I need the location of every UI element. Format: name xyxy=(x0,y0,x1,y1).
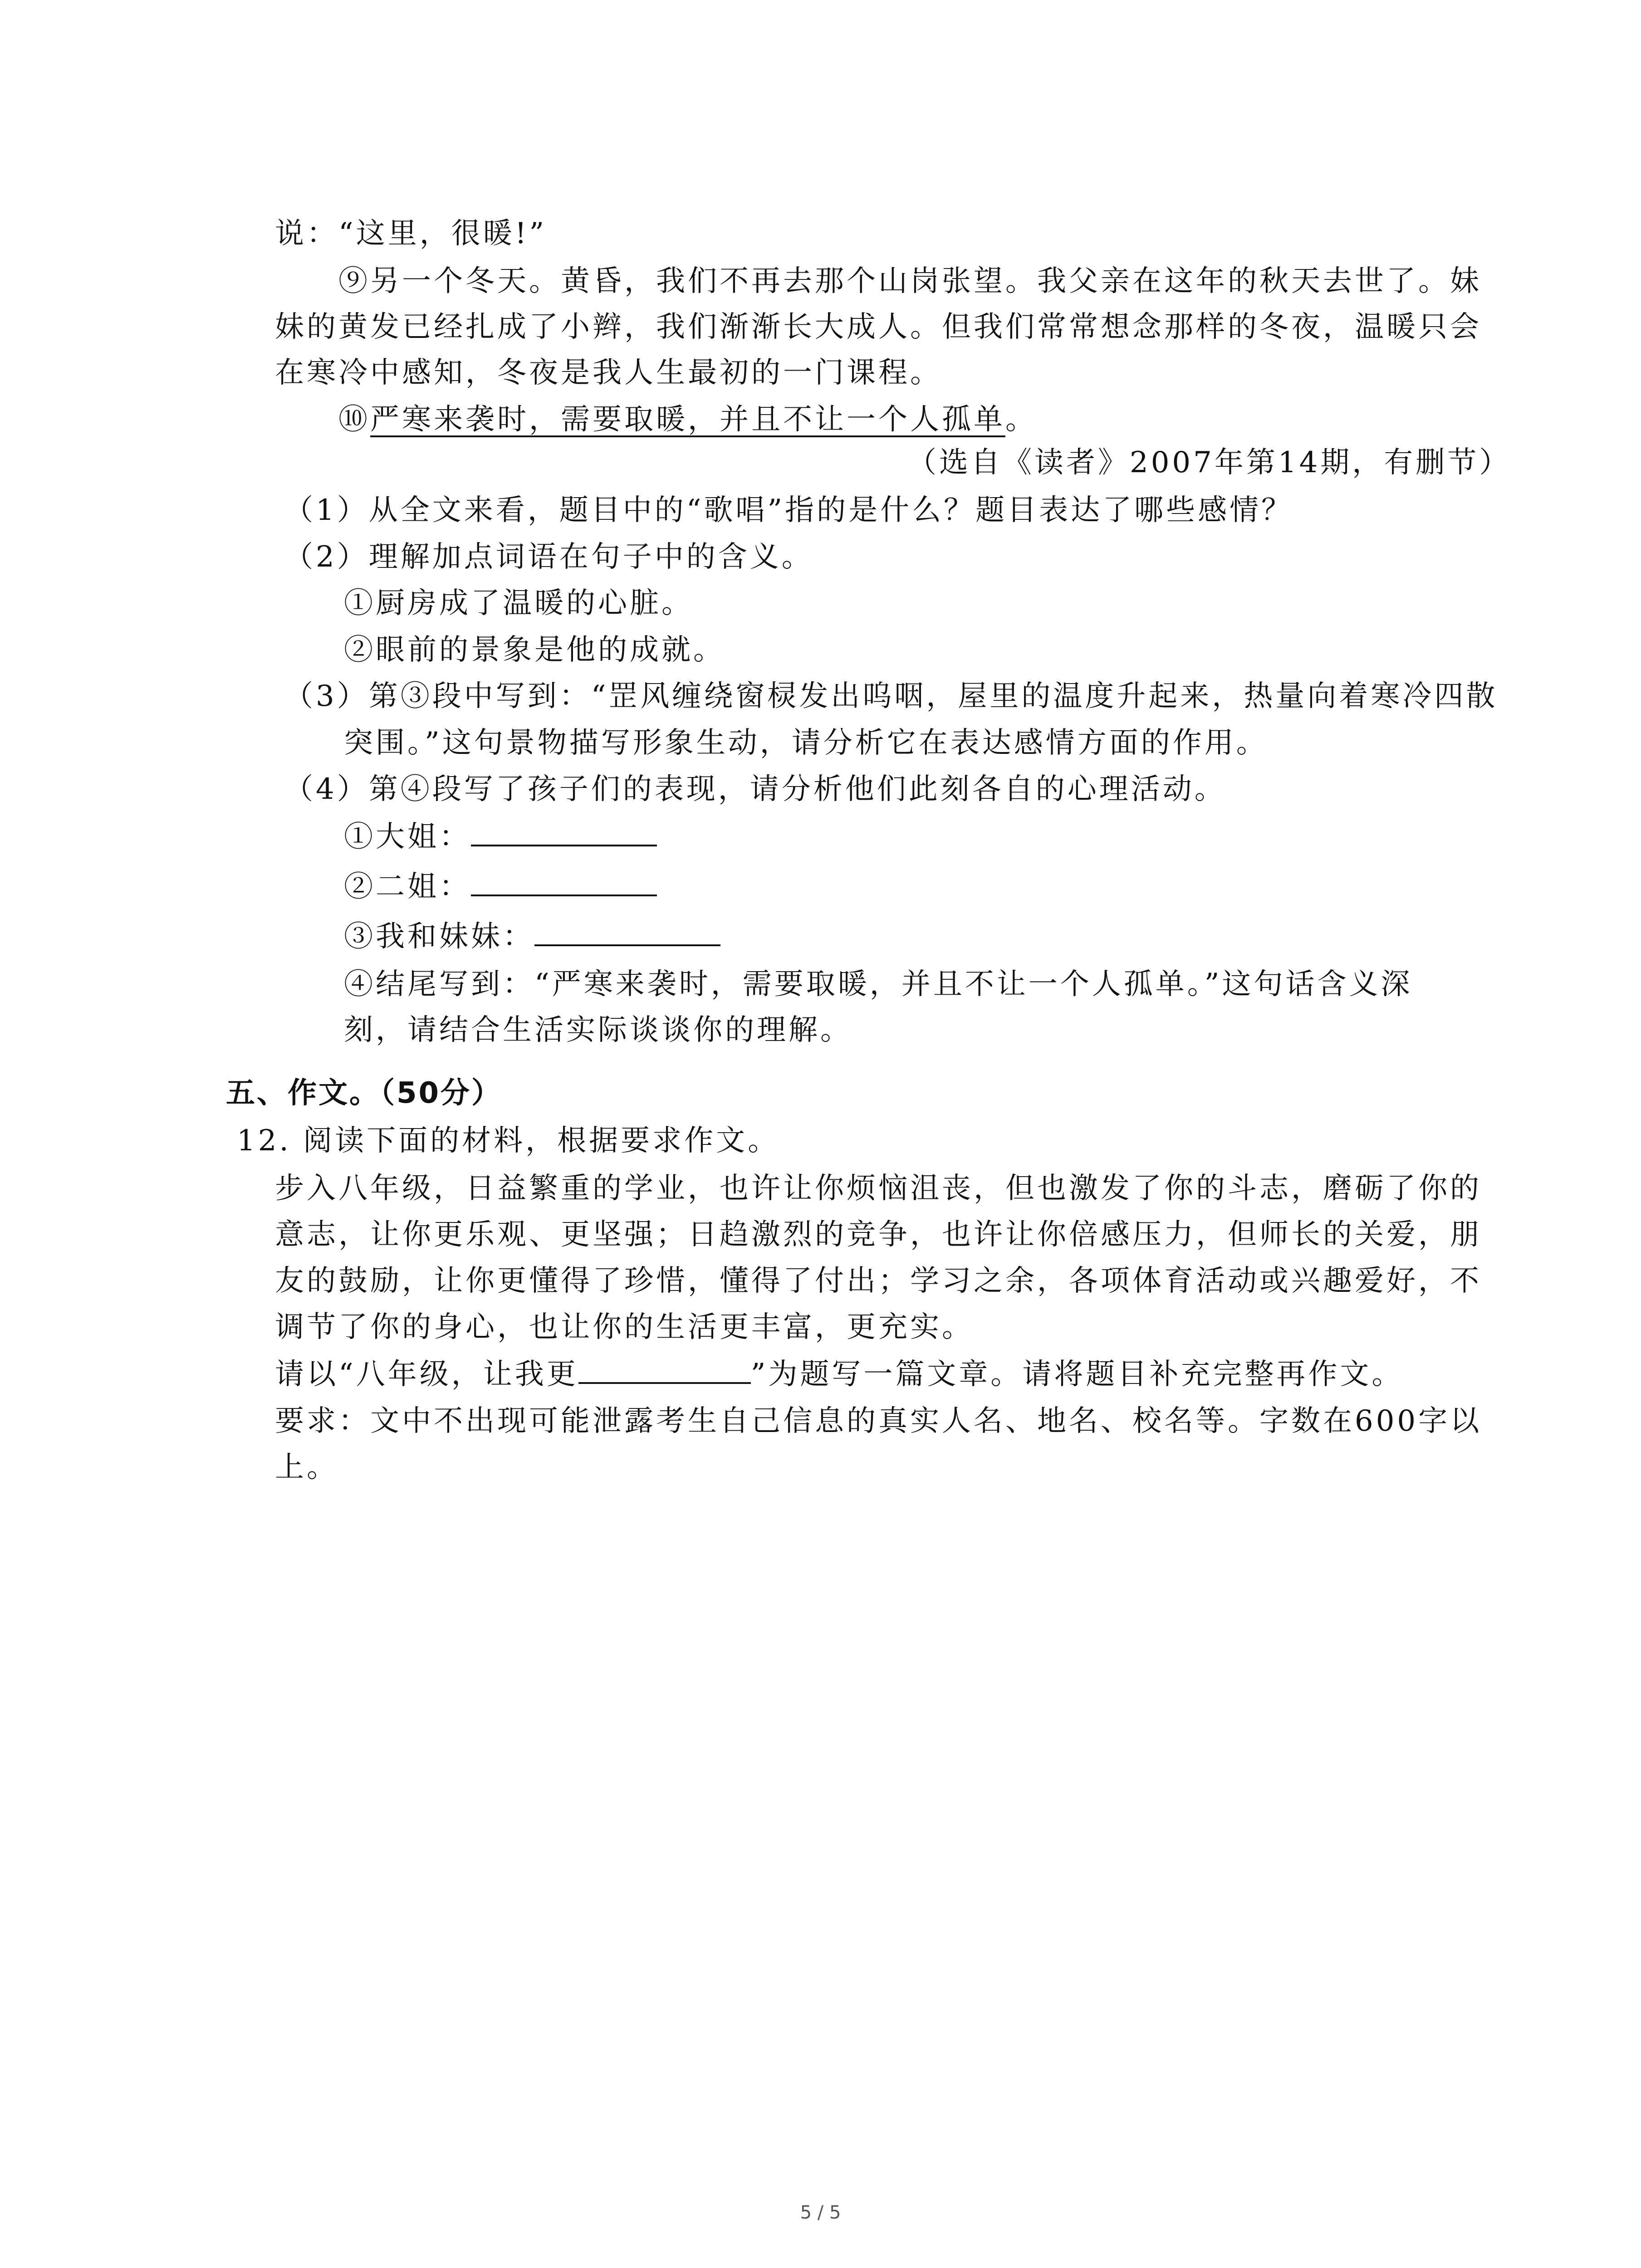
page-number: 5 / 5 xyxy=(800,2202,841,2223)
p10-underlined-text: 严寒来袭时，需要取暖，并且不让一个人孤单 xyxy=(370,403,1005,436)
question-2: （2）理解加点词语在句子中的含义。 xyxy=(284,540,813,574)
q4-a-label: ①大姐： xyxy=(344,820,471,854)
q4-b-label: ②二姐： xyxy=(344,870,471,904)
material-line3: 友的鼓励，让你更懂得了珍惜，懂得了付出；学习之余，各项体育活动或兴趣爱好，不 xyxy=(275,1264,1482,1298)
title-prefix: 请以“八年级，让我更 xyxy=(275,1358,578,1391)
question-3-line2: 突围。”这句景物描写形象生动，请分析它在表达感情方面的作用。 xyxy=(344,726,1268,760)
material-line1: 步入八年级，日益繁重的学业，也许让你烦恼沮丧，但也激发了你的斗志，磨砺了你的 xyxy=(275,1172,1482,1205)
passage-line-shuo: 说：“这里，很暖!” xyxy=(275,217,547,250)
title-suffix: ”为题写一篇文章。请将题目补充完整再作文。 xyxy=(750,1358,1404,1391)
material-line4: 调节了你的身心，也让你的生活更丰富，更充实。 xyxy=(275,1310,974,1344)
question-4-item-d-line2: 刻，请结合生活实际谈谈你的理解。 xyxy=(344,1013,852,1047)
question-4-item-a xyxy=(344,816,657,857)
passage-p9-line3: 在寒冷中感知，冬夜是我人生最初的一门课程。 xyxy=(275,356,942,390)
answer-blank-erjie[interactable] xyxy=(471,867,657,896)
question-3-line1: （3）第③段中写到：“罡风缠绕窗棂发出呜咽，屋里的温度升起来，热量向着寒冷四散 xyxy=(284,679,1498,713)
question-4-item-b xyxy=(344,866,657,907)
requirement-line1: 要求：文中不出现可能泄露考生自己信息的真实人名、地名、校名等。字数在600字以 xyxy=(275,1404,1482,1438)
question-1: （1）从全文来看，题目中的“歌唱”指的是什么？题目表达了哪些感情？ xyxy=(284,494,1293,527)
p10-marker: ⑩ xyxy=(338,403,370,436)
q4-c-label: ③我和妹妹： xyxy=(344,920,534,953)
essay-title-blank[interactable] xyxy=(578,1355,751,1384)
passage-p10 xyxy=(338,399,1037,440)
question-4: （4）第④段写了孩子们的表现，请分析他们此刻各自的心理活动。 xyxy=(284,772,1226,806)
p10-end: 。 xyxy=(1005,403,1037,436)
requirement-line2: 上。 xyxy=(275,1451,338,1484)
passage-p9-line2: 妹的黄发已经扎成了小辫，我们渐渐长大成人。但我们常常想念那样的冬夜，温暖只会 xyxy=(275,310,1482,344)
section-5-heading: 五、作文。（50分） xyxy=(226,1076,503,1110)
question-4-item-c xyxy=(344,916,720,957)
question-2-item-b: ②眼前的景象是他的成就。 xyxy=(344,633,725,667)
question-12: 12. 阅读下面的材料，根据要求作文。 xyxy=(237,1124,780,1158)
essay-title-instruction xyxy=(275,1354,1403,1395)
question-2-item-a: ①厨房成了温暖的心脏。 xyxy=(344,587,693,620)
answer-blank-wo-he-meimei[interactable] xyxy=(534,917,720,946)
passage-p9-line1: ⑨另一个冬天。黄昏，我们不再去那个山岗张望。我父亲在这年的秋天去世了。妹 xyxy=(338,264,1482,298)
material-line2: 意志，让你更乐观、更坚强；日趋激烈的竞争，也许让你倍感压力，但师长的关爱，朋 xyxy=(275,1218,1482,1251)
passage-source: （选自《读者》2007年第14期，有删节） xyxy=(907,446,1511,479)
answer-blank-dajie[interactable] xyxy=(471,817,657,846)
question-4-item-d-line1: ④结尾写到：“严寒来袭时，需要取暖，并且不让一个人孤单。”这句话含义深 xyxy=(344,968,1413,1001)
